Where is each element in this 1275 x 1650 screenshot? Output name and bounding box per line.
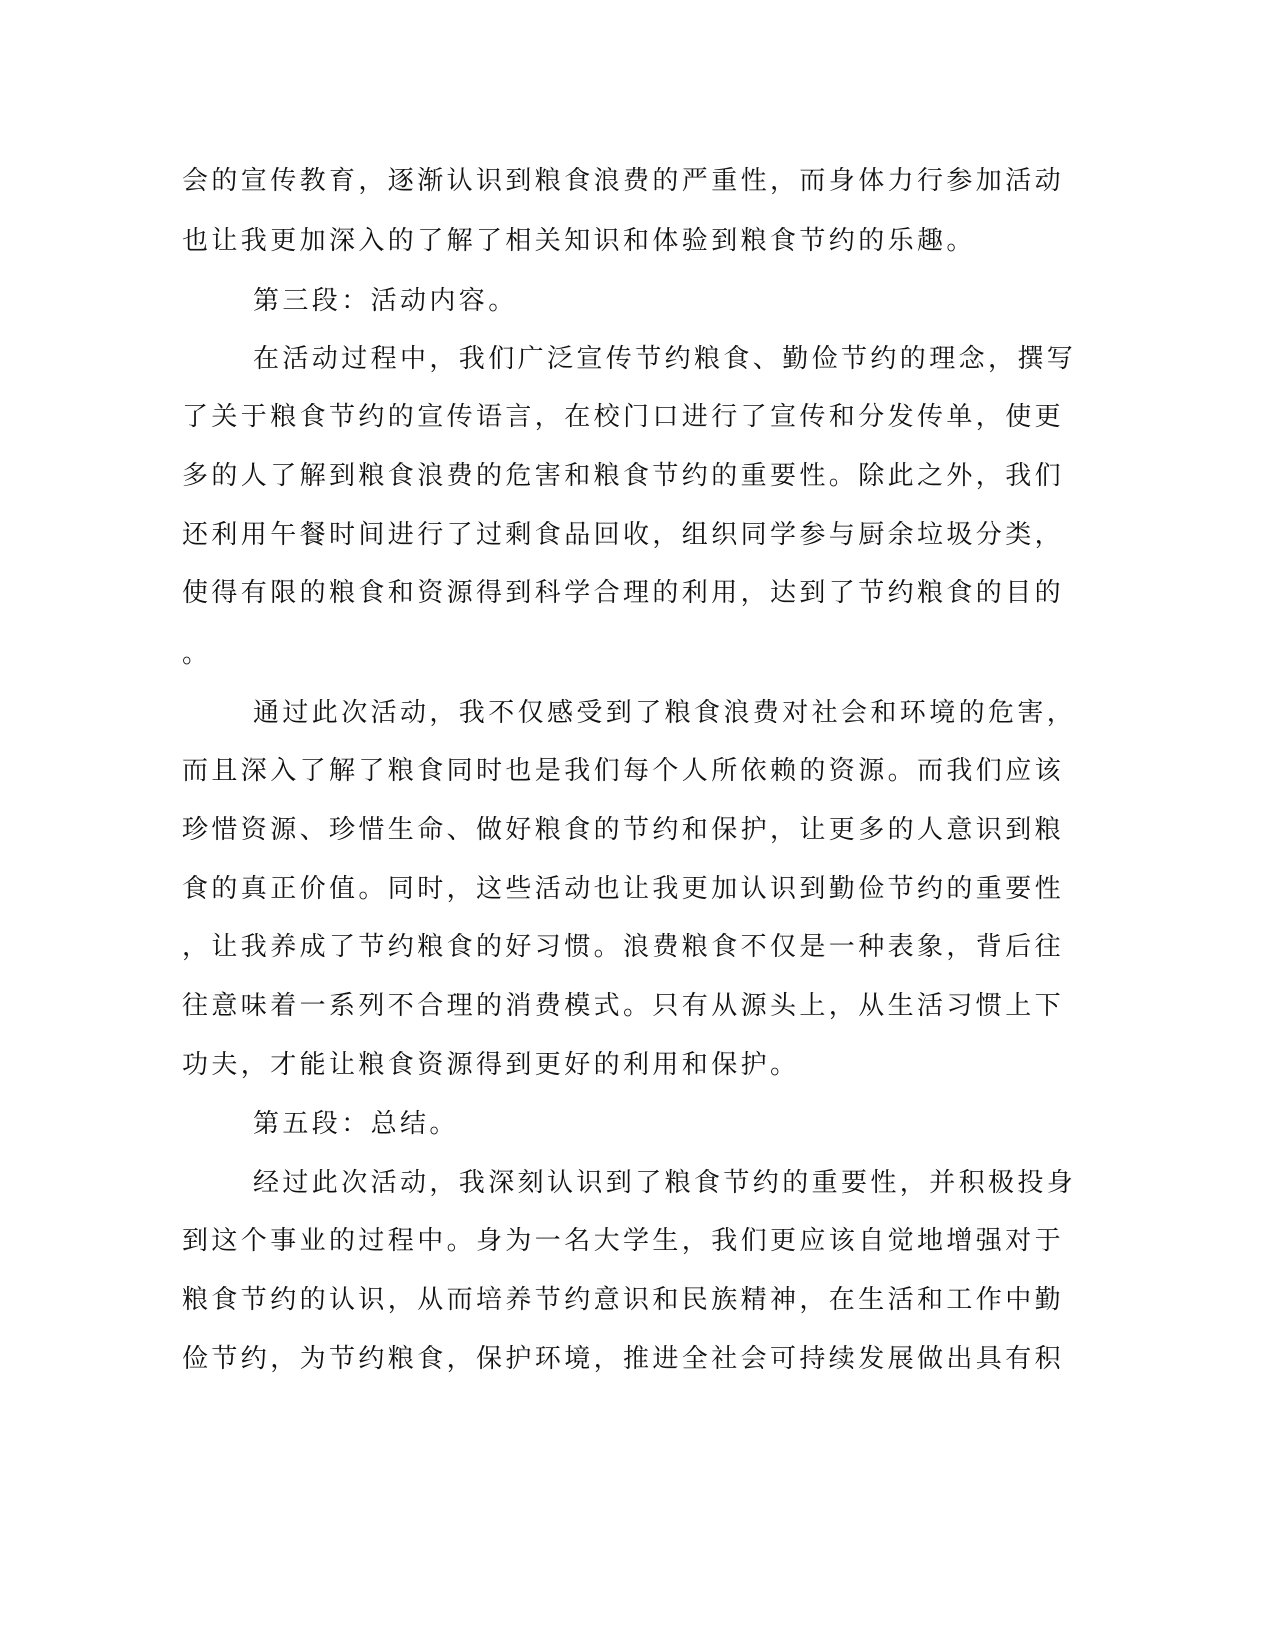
text-line: 使得有限的粮食和资源得到科学合理的利用，达到了节约粮食的目的 [182, 578, 1065, 608]
text-line: 俭节约，为节约粮食，保护环境，推进全社会可持续发展做出具有积 [182, 1344, 1065, 1374]
text-line: 还利用午餐时间进行了过剩食品回收，组织同学参与厨余垃圾分类， [182, 520, 1065, 550]
text-line: 粮食节约的认识，从而培养节约意识和民族精神，在生活和工作中勤 [182, 1285, 1065, 1315]
text-line: 了关于粮食节约的宣传语言，在校门口进行了宣传和分发传单，使更 [182, 402, 1065, 432]
section-heading: 第五段：总结。 [253, 1109, 459, 1139]
text-line: 功夫，才能让粮食资源得到更好的利用和保护。 [182, 1050, 800, 1080]
text-line: 而且深入了解了粮食同时也是我们每个人所依赖的资源。而我们应该 [182, 756, 1065, 786]
text-line: 到这个事业的过程中。身为一名大学生，我们更应该自觉地增强对于 [182, 1226, 1065, 1256]
text-line: 通过此次活动，我不仅感受到了粮食浪费对社会和环境的危害， [253, 698, 1077, 728]
text-line: 会的宣传教育，逐渐认识到粮食浪费的严重性，而身体力行参加活动 [182, 166, 1065, 196]
text-line: 。 [182, 639, 212, 669]
text-line: 在活动过程中，我们广泛宣传节约粮食、勤俭节约的理念，撰写 [253, 344, 1077, 374]
text-line: 经过此次活动，我深刻认识到了粮食节约的重要性，并积极投身 [253, 1168, 1077, 1198]
text-line: 也让我更加深入的了解了相关知识和体验到粮食节约的乐趣。 [182, 226, 976, 256]
section-heading: 第三段：活动内容。 [253, 286, 518, 316]
text-line: 多的人了解到粮食浪费的危害和粮食节约的重要性。除此之外，我们 [182, 461, 1065, 491]
text-line: ，让我养成了节约粮食的好习惯。浪费粮食不仅是一种表象，背后往 [182, 932, 1065, 962]
text-line: 往意味着一系列不合理的消费模式。只有从源头上，从生活习惯上下 [182, 991, 1065, 1021]
text-line: 珍惜资源、珍惜生命、做好粮食的节约和保护，让更多的人意识到粮 [182, 815, 1065, 845]
text-line: 食的真正价值。同时，这些活动也让我更加认识到勤俭节约的重要性 [182, 874, 1065, 904]
